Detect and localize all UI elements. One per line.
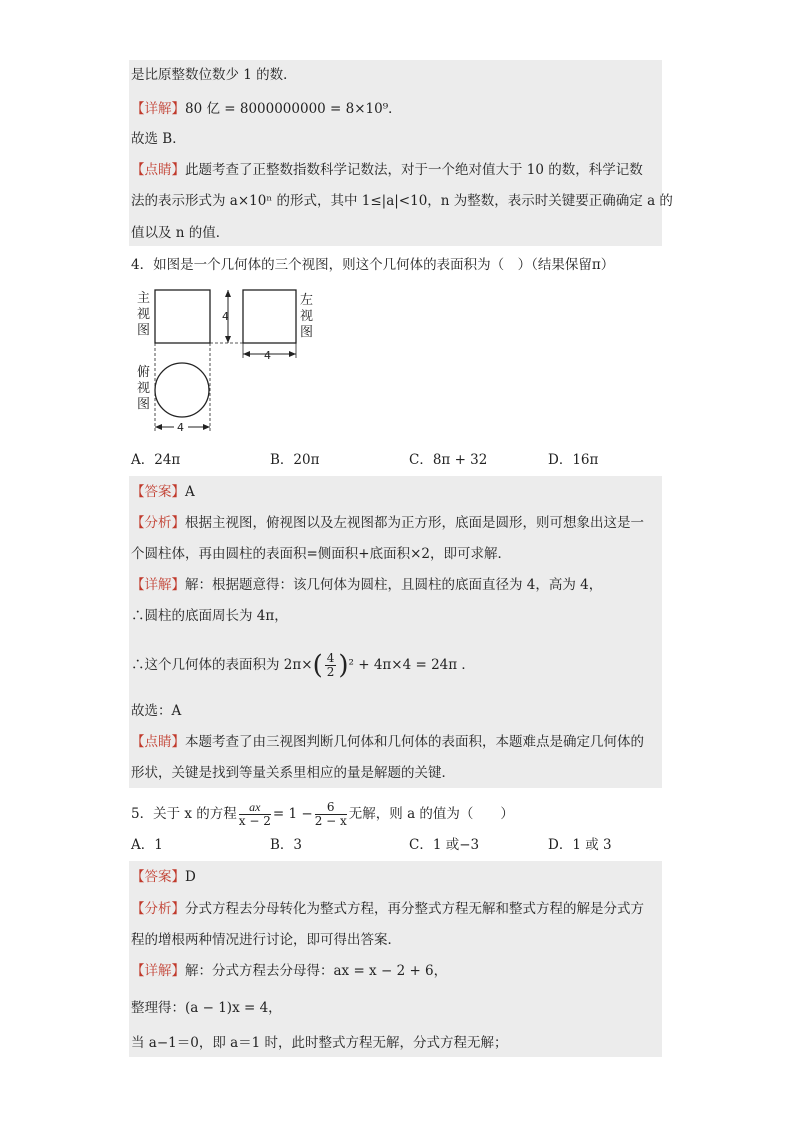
comment-text: 本题考查了由三视图判断几何体和几何体的表面积，本题难点是确定几何体的 xyxy=(185,734,644,750)
analysis-line xyxy=(131,514,644,532)
comment-line: 形状，关键是找到等量关系里相应的量是解题的关键． xyxy=(131,765,455,781)
detail-line xyxy=(131,100,402,118)
highlight-block-q5 xyxy=(129,861,662,1057)
detail-line xyxy=(131,576,602,594)
comment-tag: 【点睛】 xyxy=(131,734,185,750)
left-view-square xyxy=(243,290,296,343)
highlight-block-q3 xyxy=(129,60,662,246)
analysis-tag: 【分析】 xyxy=(131,901,185,917)
fraction: $\frac{ax}{x - 2}$ xyxy=(238,800,271,828)
answer-line xyxy=(131,868,196,886)
text-line: 是比原整数位数少 1 的数． xyxy=(131,67,297,83)
analysis-text: 根据主视图，俯视图以及左视图都为正方形，底面是圆形，则可想象出这是一 xyxy=(185,515,644,531)
comment-line: 值以及 n 的值． xyxy=(131,225,230,241)
question-stem: 5．关于 x 的方程 $\frac{ax}{x - 2}$ = 1 − $\frac{6}{2 - x}$ 无解，则 a 的值为（ ） xyxy=(131,800,514,828)
answer-line xyxy=(131,483,195,501)
comment-line xyxy=(131,733,644,751)
dim-left-width-label: 4 xyxy=(264,349,271,362)
detail-text: 80 亿 = 8000000000 = 8×10⁹． xyxy=(185,101,402,117)
top-view-circle xyxy=(155,363,209,417)
dim-top-width-label: 4 xyxy=(177,421,184,434)
analysis-line: 程的增根两种情况进行讨论，即可得出答案． xyxy=(131,932,401,948)
detail-formula-line: ∴这个几何体的表面积为 2π×( $\frac{4}{2}$ )² + 4π×4 = 24π ． xyxy=(131,650,475,681)
detail-tag: 【详解】 xyxy=(131,101,185,117)
analysis-line xyxy=(131,900,644,918)
choice-line: 故选 B． xyxy=(131,131,186,147)
comment-line: 法的表示形式为 a×10ⁿ 的形式，其中 1≤|a|<10，n 为整数，表示时关键要正确确定 a 的 xyxy=(131,193,673,209)
analysis-text: 分式方程去分母转化为整式方程，再分整式方程无解和整式方程的解是分式方 xyxy=(185,901,644,917)
comment-tag: 【点睛】 xyxy=(131,162,185,178)
option-a[interactable]: A．24π xyxy=(131,452,181,468)
option-b[interactable]: B．3 xyxy=(270,837,303,853)
option-d[interactable]: D．16π xyxy=(548,452,599,468)
fraction: $\frac{4}{2}$ xyxy=(326,651,335,679)
comment-text: 此题考查了正整数指数科学记数法，对于一个绝对值大于 10 的数，科学记数 xyxy=(185,162,643,178)
detail-line: 整理得：(a − 1)x = 4， xyxy=(131,1000,282,1016)
detail-tag: 【详解】 xyxy=(131,963,185,979)
answer-value: D xyxy=(185,869,196,885)
detail-line xyxy=(131,962,447,980)
answer-value: A xyxy=(185,484,195,500)
front-view-label: 主 视 图 xyxy=(137,291,151,338)
question-stem: 4．如图是一个几何体的三个视图，则这个几何体的表面积为（ ）（结果保留π） xyxy=(131,257,615,273)
answer-tag: 【答案】 xyxy=(131,869,185,885)
analysis-tag: 【分析】 xyxy=(131,515,185,531)
detail-tag: 【详解】 xyxy=(131,577,185,593)
choice-line: 故选：A xyxy=(131,703,182,719)
analysis-line: 个圆柱体，再由圆柱的表面积=侧面积+底面积×2，即可求解． xyxy=(131,546,512,562)
front-view-square xyxy=(155,290,210,343)
detail-text: 解：根据题意得：该几何体为圆柱，且圆柱的底面直径为 4，高为 4， xyxy=(185,577,603,593)
top-view-label: 俯 视 图 xyxy=(137,365,151,412)
detail-text: 解：分式方程去分母得：ax = x − 2 + 6， xyxy=(185,963,448,979)
option-c[interactable]: C．8π + 32 xyxy=(409,452,488,468)
dim-height-label: 4 xyxy=(222,310,229,323)
option-d[interactable]: D．1 或 3 xyxy=(548,837,612,853)
option-b[interactable]: B．20π xyxy=(270,452,320,468)
detail-line: ∴圆柱的底面周长为 4π， xyxy=(131,608,288,624)
detail-line: 当 a−1＝0，即 a＝1 时，此时整式方程无解，分式方程无解； xyxy=(131,1035,508,1051)
comment-line xyxy=(131,161,643,179)
option-c[interactable]: C．1 或−3 xyxy=(409,837,480,853)
left-view-label: 左 视 图 xyxy=(300,293,314,340)
fraction: $\frac{6}{2 - x}$ xyxy=(314,800,347,828)
answer-tag: 【答案】 xyxy=(131,484,185,500)
option-a[interactable]: A．1 xyxy=(131,837,163,853)
